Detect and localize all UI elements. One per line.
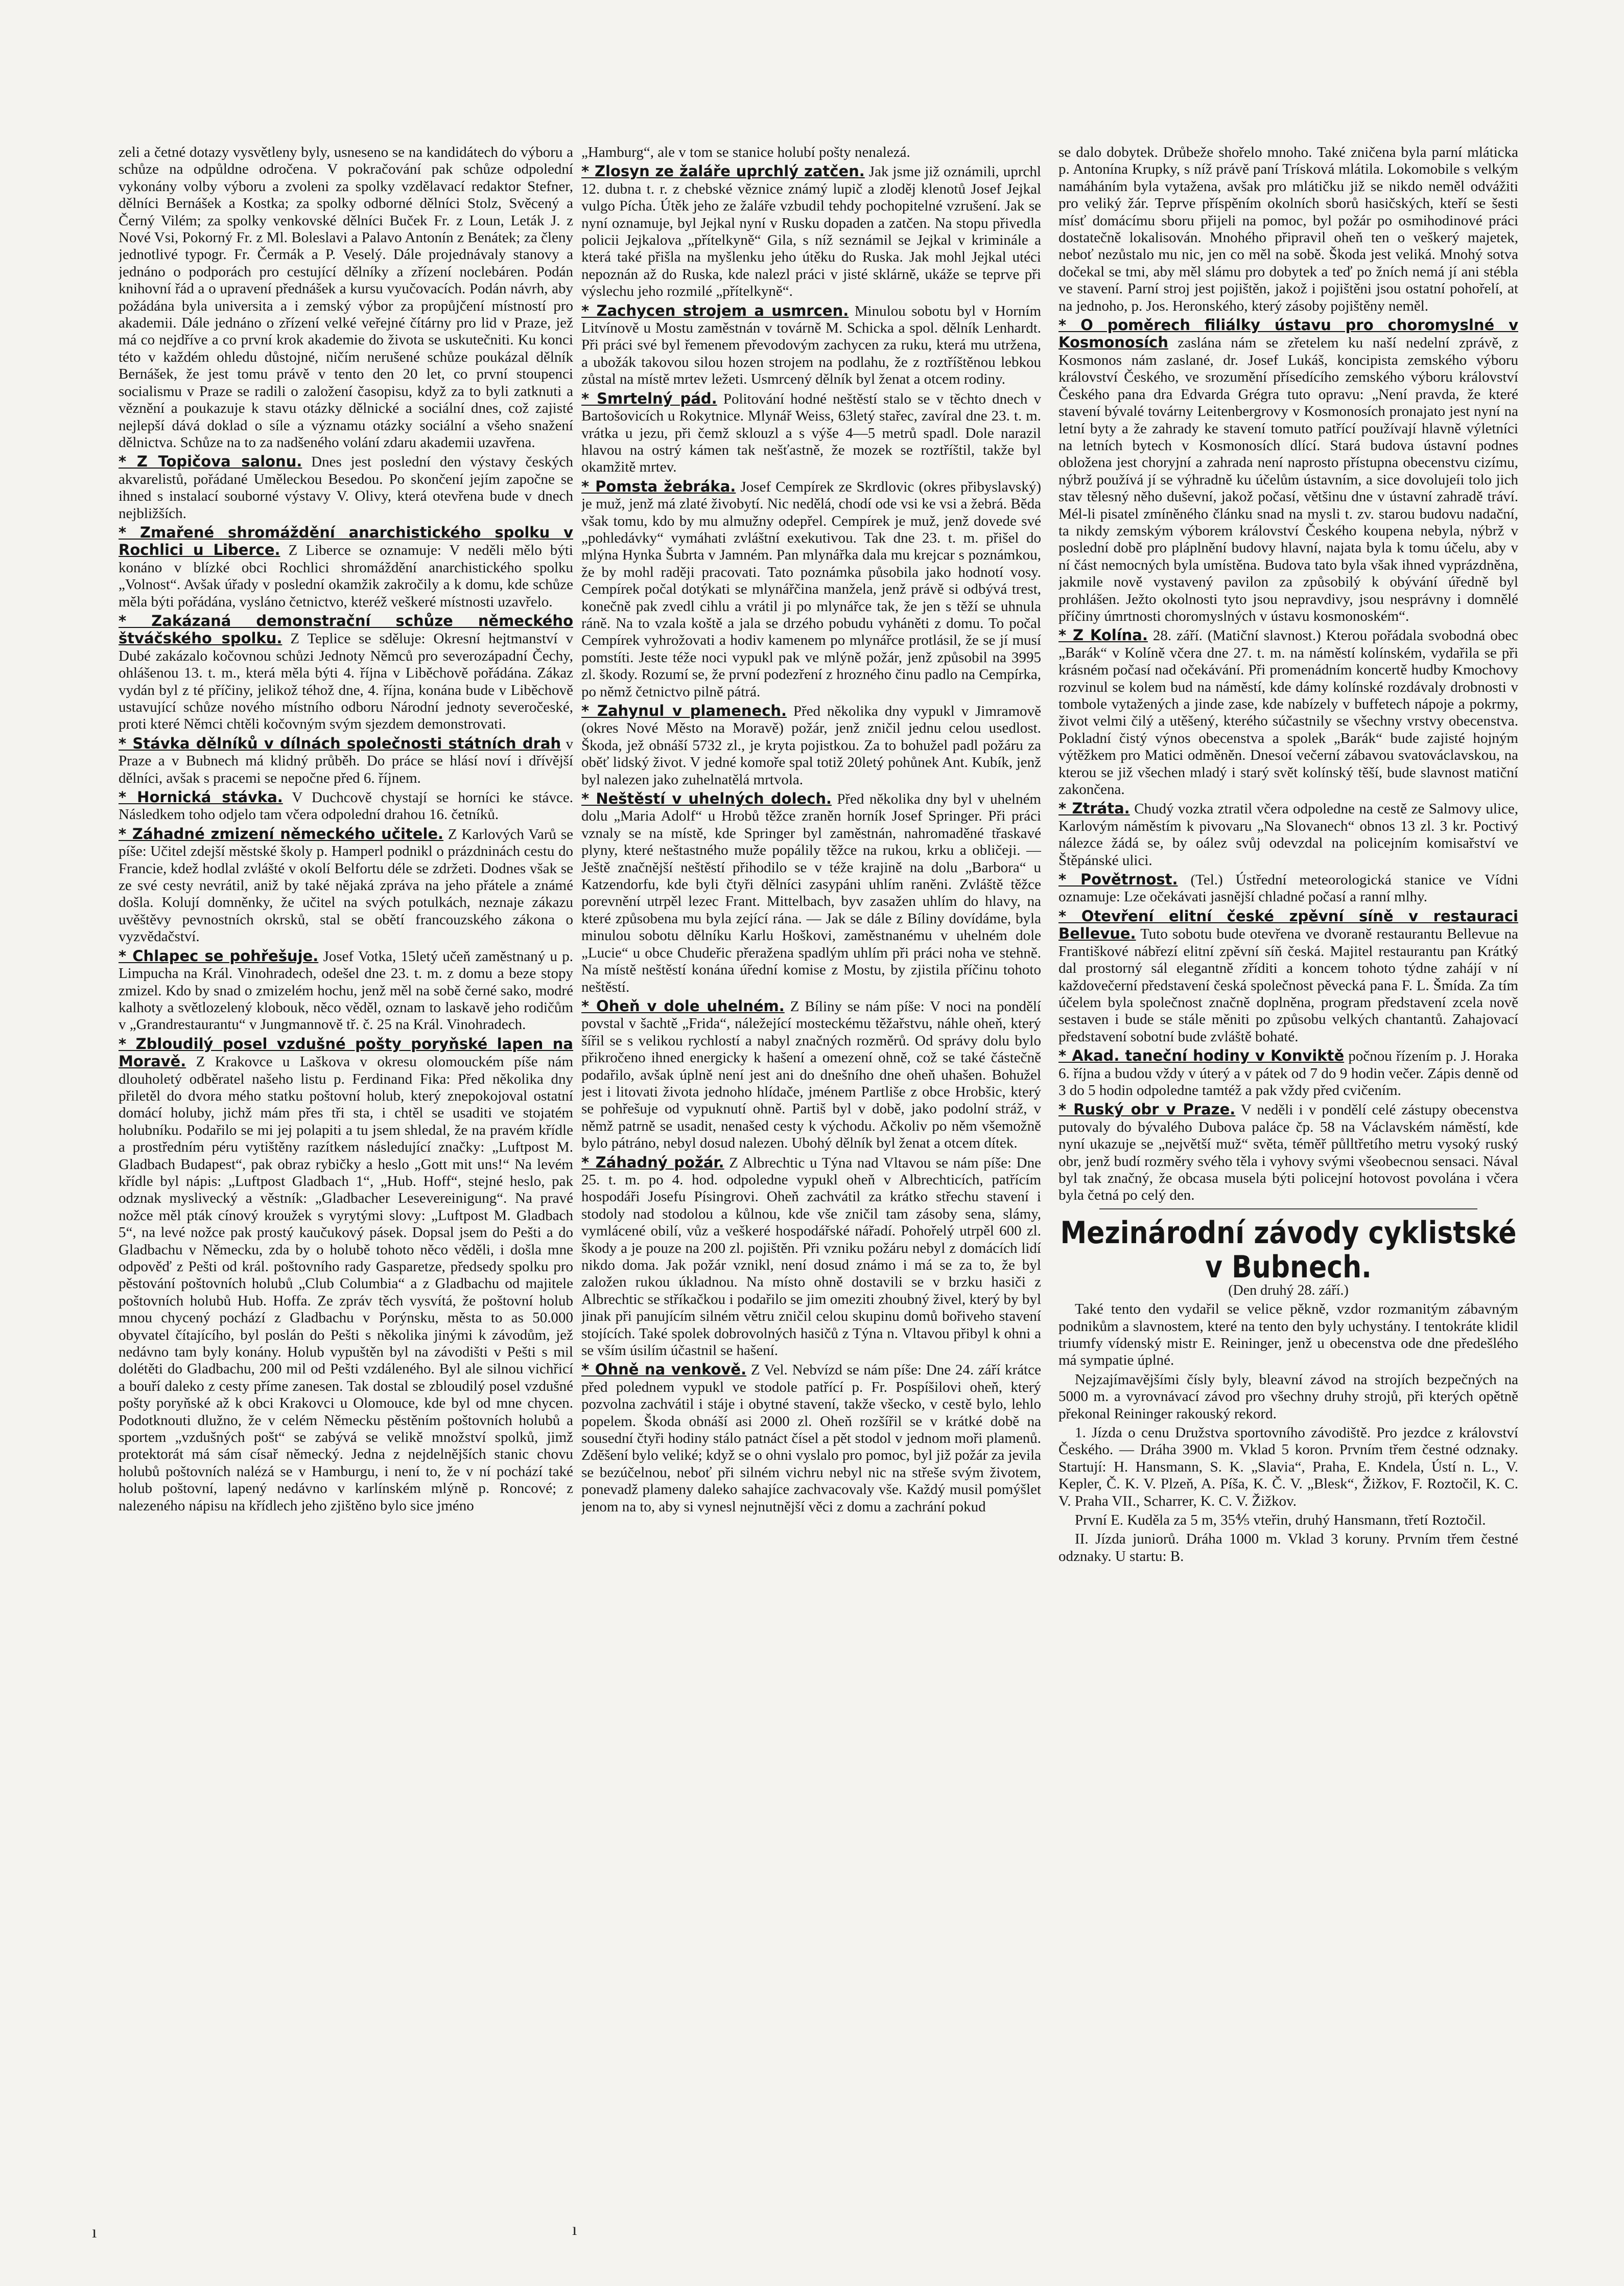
section-divider (1099, 1208, 1477, 1209)
article-continued-text: „Hamburg“, ale v tom se stanice holubí pošty nenalezá. (581, 144, 910, 160)
section-title: Mezinárodní závody cyklistské v Bubnech. (1060, 1215, 1517, 1285)
article-heading: * Ruský obr v Praze. (1058, 1101, 1236, 1118)
article-continued-text: zeli a četné dotazy vysvětleny byly, usneseno se na kandidátech do výboru a schůze na odpůldne odročena. V pokračování pak schůze odpolední vykonány volby výboru a zvoleni za spolky vzdělavací redaktor Stefner, dělníci Bernášek a Kostka; za spolky odborné dělníci Stolz, Svěcený a Černý Vilém; za spolky venkovské dělníci Buček Fr. z Loun, Leták J. z Nové Vsi, Pokorný Fr. z Ml. Boleslavi a Palavo Antonín z Benátek; za členy jednotlivé typogr. Fr. Čermák a P. Veselý. Dále projednávaly stanovy a jednáno o podporách pro cestující dělníky a zřízení noclebáren. Podán knihovní řád a o upravení přednášek a kursu vyučovacích. Podán návrh, aby požádána byla universita a i zemský výbor za propůjčení místností pro akademii. Dále jednáno o zřízení velké veřejné čítárny pro lid v Praze, jež má co nejdříve a co první krok akademie do života se uskutečniti. Ku konci této v každém ohledu důstojné, ničím nerušené schůze poukázal dělník Bernášek, že jest tomu právě v tento den 20 let, co první stoupenci socialismu v Praze se radili o založení časopisu, když za to byli zatknuti a věznění a poukazuje k stavu otázky dělnické a sociální dnes, což zajisté nejlepší dává doklad o síle a významu otázky sociální a všeho snažení dělnictva. Schůze na to za nadšeného volání zdaru akademii uzavřena. (119, 144, 573, 451)
article-heading: * Smrtelný pád. (581, 389, 717, 407)
article-body: Minulou sobotu byl v Horním Litvínově u Mostu zaměstnán v továrně M. Schicka a spol. dělník Lenhardt. Při práci své byl řemenem převodovým zachycen za ruku, která mu utržena, a ubožák takovou silou hozen strojem na podlahu, že z roztříštěnou lebkou zůstal na místě mrtev ležeti. Usmrcený dělník byl ženat a otcem rodiny. (581, 302, 1041, 388)
article-heading: * Otevření elitní české zpěvní síně v restauraci Bellevue. (1058, 907, 1518, 943)
article-heading: * Záhadný požár. (581, 1153, 724, 1171)
article-body: Politování hodné neštěstí stalo se v těchto dnech v Bartošovicích u Rokytnice. Mlynář Weiss, 63letý stařec, zavíral dne 23. t. m. vrátka u jezu, při čemž sklouzl a s výše 4—5 metrů spadl. Dole narazil hlavou na ostrý kámen tak nešťastně, že mozek se roztříštil, takže byl okamžitě mrtev. (581, 390, 1041, 476)
section-subtitle: (Den druhý 28. září.) (1228, 1282, 1349, 1298)
article-heading: * Stávka dělníků v dílnách společnosti státních drah (119, 734, 561, 752)
article-heading: * Zlosyn ze žaláře uprchlý zatčen. (581, 162, 865, 180)
article-heading: * Zmařené shromáždění anarchistického spolku v Rochlici u Liberce. (119, 523, 573, 559)
article-body: zaslána nám se zřetelem ku naší nedelní zprávě, z Kosmonos nám zaslané, dr. Josef Lukáš, koncipista zemského výboru království Českého, ve srozumění přísedícího zemského výboru království Českého pana dra Edvarda Grégra tuto opravu: „Není pravda, že které stavení bývalé továrny Leitenbergrovy v Kosmonosích pronajato jest nyní na letní byty a že zahrady ke stavení tomuto patřící používají hlavně výletníci na letních bytech v Kosmonosích dlící. Stará budova ústavní podnes obložena jest choryjní a zahrada není naprosto přístupna obecenstvu cizímu, nýbrž používá jí se výhradně ku účelům ústavním, a sice dovolujeíi tolo jich stav tělesný něho duševní, jakož počasí, většinu dne v ústavní zahradě tráví. Mél-li pisatel zmíněného článku snad na mysli t. zv. starou budovu nadační, ta nikdy zemským výborem království Českého koupena nebyla, nýbrž v poslední době pro pláplnění budovy hlavní, najata byla k tomu účelu, aby v ní část nemocných byla umístěna. Budova tato byla však ihned vyprázdněna, jakmile nově vystavený pavilon za způsobilý k obývání úředně byl prohlášen. Ježto okolnosti tyto jsou nepravdivy, jsou nesprávny i domnělé příčiny úmrtnosti choromyslných v ústavu kosmonoském“. (1058, 335, 1518, 624)
article-heading: * Pomsta žebráka. (581, 477, 736, 495)
article-body: Tuto sobotu bude otevřena ve dvoraně restaurantu Bellevue na Františkové nábřezí elitní zpěvní síň česká. Majitel restaurantu pan Krátký dal prostorný sál elegantně zříditi a koncem tohoto týdne zahájí v ní každovečerní představení česká společnost pěvecká pana F. L. Šmída. Za tím účelem byla společnost značně doplněna, program představení zcela nově sestaven i bude se stále měniti po způsobu velkých chantantů. Zahajovací představení sobotní bude zvláště bohaté. (1058, 926, 1518, 1045)
article-heading: * Zahynul v plamenech. (581, 702, 787, 719)
article-body: Z Teplice se sděluje: Okresní hejtmanství v Dubé zakázalo kočovnou schůzi Jednoty Němců pro severozápadní Čechy, ohlášenou 13. t. m., která měla býti 4. října v Liběchově pořádána. Zákaz vydán byl z té příčiny, jelikož téhož dne, 4. října, konána bude v Liběchově ustavující schůze nového místního odboru Národní jednoty severočeské, proti které Němci chtěli kočovným svým sjezdem demonstrovati. (119, 631, 573, 733)
article-heading: * Zakázaná demonstrační schůze německého štváčského spolku. (119, 612, 573, 647)
article-continued-text: se dalo dobytek. Drůbeže shořelo mnoho. Také zničena byla parní mláticka p. Antonína Krupky, s níž právě paní Trísková mlátila. Lokomobile s velkým namáháním byla vytažena, avšak pro mlátičku již se nikdo neměl odvážiti pro veliký žár. Teprve příspěním okolních sborů hasičských, kteří se šesti mísť domácímu sboru přijeli na pomoc, byl požár po osmihodinové práci dostatečně lokalisován. Mnohého připravil oheň ten o veškerý majetek, neboť nezůstalo mu nic, jen co měl na sobě. Škoda jest veliká. Mnohý sotva dočekal se tmi, aby měl slámu pro dobytek a teď po žních nemá jí ani stébla ve stavení. Parní stroj jest pojištěn, jakož i pojištěni jsou ostatní pohořelí, at na jednoho, p. Jos. Heronského, který zásoby pojištěny neměl. (1058, 144, 1518, 314)
article-heading: * O poměrech filiálky ústavu pro choromyslné v Kosmonosích (1058, 316, 1518, 352)
column-right (1058, 144, 1518, 2239)
article-body: Dnes jest poslední den výstavy českých akvarelistů, pořádané Uměleckou Besedou. Po skončení jejím započne se ihned s instalací souborné výstavy V. Olivy, která otevřena bude v dnech nejbližších. (119, 454, 573, 522)
article-body: V neděli i v pondělí celé zástupy obecenstva putovaly do bývalého Dubova paláce čp. 58 na Václavském náměstí, kde nyní ukazuje se „největší muž“ světa, téměř půlltřetího metru vysoký ruský obr, jenž budí rozměry svého těla i vyhovy svými všeobecnou sensaci. Nával byl tak značný, že obcasa musela býti policejní hotovost povolána i včera byla četná po celý den. (1058, 1102, 1518, 1204)
article-body: Z Albrechtic u Týna nad Vltavou se nám píše: Dne 25. t. m. po 4. hod. odpoledne vypukl oheň v Albrechticích, patřícím hospodáři Josefu Písingrovi. Oheň zachvátil za krátko střechu stavení i stodoly nad stodolou a kůlnou, kde vše zničil tam zásoby sena, slámy, vymlácené obilí, vůz a veškeré hospodářské nářadí. Pohořelý utrpěl 600 zl. škody a je pouze na 200 zl. pojištěn. Při vzniku požáru nebyl z domácích lidí nikdo doma. Jak požár vznikl, není dosud známo i má se za to, že byl založen rukou úkladnou. Na místo ohně dostavili se v brzku hasiči z Albrechtic se stříkačkou i podařilo se jim omeziti zhoubný živel, který by byl jinak při panujícím silném větru zničil celou skupinu domů bořiveho stavení stojících. Také spolek dobrovolných hasičů z Týna n. Vltavou přibyl k ohni a se vším úsilím účastnil se hašení. (581, 1154, 1041, 1359)
article-heading: * Akad. taneční hodiny v Konviktě (1058, 1047, 1345, 1065)
article-body: Chudý vozka ztratil včera odpoledne na cestě ze Salmovy ulice, Karlovým náměstím k pivovaru „Na Slovanech“ obnos 13 zl. 3 kr. Poctivý nálezce žádá se, by oález svůj odevzdal na policejním komisařství ve Štěpánské ulici. (1058, 801, 1518, 869)
article-body: počnou řízením p. J. Horaka 6. října a budou vždy v úterý a v pátek od 7 do 9 hodin večer. Zápis denně od 3 do 5 hodin odpoledne tamtéž a pak vždy před cvičením. (1058, 1048, 1518, 1099)
article-heading: * Hornická stávka. (119, 788, 283, 806)
article-heading: * Zbloudilý posel vzdušné pošty poryňské lapen na Moravě. (119, 1035, 573, 1070)
article-body: Před několika dny vypukl v Jimramově (okres Nové Město na Moravě) požár, jenž zničil jednu celou usedlost. Škoda, jež obnáší 5732 zl., je kryta pojistkou. Za to bohužel padl požáru za oběť lidský život. V jedné komoře spal totiž 20letý pohůnek Ant. Kubík, jenž byl nalezen jako zuhelnatělá mrtvola. (581, 703, 1041, 788)
article-heading: * Povětrnost. (1058, 871, 1178, 889)
race-paragraph: Nejzajímavějšími čísly byly, bleavní závod na strojích bezpečných na 5000 m. a vyrovnávací závod pro všechny druhy strojů, při kterých opětně překonal Reininger rakouský rekord. (1058, 1371, 1518, 1422)
article-body: (Tel.) Ústřední meteorologická stanice ve Vídni oznamuje: Lze očekávati jasnější chladné počasí a ranní mlhy. (1058, 872, 1518, 905)
scan-mark: ı (92, 2223, 97, 2242)
column-left (119, 144, 573, 2239)
article-heading: * Neštěstí v uhelných dolech. (581, 790, 832, 808)
article-heading: * Z Kolína. (1058, 626, 1148, 644)
column-middle (581, 144, 1041, 2239)
article-heading: * Chlapec se pohřešuje. (119, 947, 319, 965)
race-paragraph: II. Jízda juniorů. Dráha 1000 m. Vklad 3 koruny. Prvním třem čestné odznaky. U startu: B. (1058, 1531, 1518, 1565)
race-paragraph: První E. Kuděla za 5 m, 35⅘ vteřin, druhý Hansmann, třetí Roztočil. (1075, 1512, 1486, 1529)
race-paragraph: 1. Jízda o cenu Družstva sportovního závodiště. Pro jezdce z království Českého. — Dráha 3900 m. Vklad 5 koron. Prvním třem čestné odznaky. Startují: H. Hansmann, S. K. „Slavia“, Praha, E. Kndela, Ústí n. L., V. Kepler, Č. K. V. Plzeň, A. Píša, K. Č. V. „Blesk“, Žižkov, F. Roztočil, K. C. V. Praha VII., Scharrer, K. C. V. Žižkov. (1058, 1425, 1518, 1509)
article-body: V Duchcově chystají se horníci ke stávce. Následkem toho odjelo tam včera odpolední drahou 16. četníků. (119, 789, 573, 823)
race-paragraph: Také tento den vydařil se velice pěkně, vzdor rozmanitým zábavným podnikům a slavnostem, které na tento den byly uchystány. I tentokráte klidil triumfy vídenský mistr E. Reininger, jenž u obecenstva ode dne předešlého má sympatie úplné. (1058, 1301, 1518, 1369)
scan-mark: ı (572, 2220, 577, 2239)
article-heading: * Z Topičova salonu. (119, 453, 302, 471)
article-body: 28. září. (Matiční slavnost.) Kterou pořádala svobodná obec „Barák“ v Kolíně včera dne 27. t. m. na náměstí kolínském, vydařila se při krásném počasí nad očekávání. Při promenádním koncertě hudby Kmochovy rozvinul se kolem bud na náměstí, kde dámy kolínské rozdávaly drobnosti v tombole vytažených a jinde zase, kde nabízely v buffetech nápoje a pokrmy, život velmi čilý a utěšený, kterého súčastnily se všechny vrstvy obecenstva. Pokladní čistý výnos obecenstva a spolek „Barák“ bude zajisté hojným výtěžkem pro Matici odměněn. Dnesoí večerní zábavou svatováclavskou, na kterou se již všechen mladý i starý svět kolínský těší, bude slavnost matiční zakončena. (1058, 627, 1518, 798)
article-heading: * Ztráta. (1058, 800, 1130, 818)
article-body: v Praze a v Bubnech má klidný průběh. Do práce se hlásí noví i dřívější dělníci, avšak s pracemi se nepočne před 6. říjnem. (119, 735, 573, 786)
article-body: Z Bíliny se nám píše: V noci na pondělí povstal v šachtě „Frida“, náležející mosteckému těžařstvu, náhle oheň, který šířil se s velikou rychlostí a nabyl značných rozměrů. Od správy dolu bylo přikročeno ihned energicky k hašení a omezení ohně, což se také částečně podařilo, avšak úplně není jest ani do dnešního dne oheň uhašen. Bohužel jest i litovati života jednoho hlídače, jménem Partliše z obce Hrobšic, který se pohřešuje od vypuknutí ohně. Partiš byl v době, jako podolní stráž, v němž patrně se usadit, nenašed cesty k východu. Ačkoliv po něm všemožně bylo pátráno, nebyl dosud nalezen. Ubohý dělník byl ženat a otcem dítek. (581, 998, 1041, 1152)
article-body: Z Vel. Nebvízd se nám píše: Dne 24. září krátce před polednem vypukl ve stodole patřící p. Fr. Pospíšilovi oheň, který pozvolna zachvátil i stáje i obytné stavení, takže všecko, v cestě bylo, lehlo popelem. Škoda obnáší asi 2000 zl. Oheň rozšířil se v krátké době na sousední čtyři hodiny stálo patnáct čísel a pět stodol v jednom moři plamenů. Zděšení bylo veliké; když se o ohni vyslalo pro pomoc, byl již požár za jevila se bezúčelnou, neboť při silném vichru nebyl nic na střeše svým životem, ponevadž plameny daleko sahajíce zachvacovaly vše. Každý musil pomýšlet jenom na to, aby si vynesl nejnutnější věci z domu a zachrání pokud (581, 1362, 1041, 1515)
article-body: Josef Cempírek ze Skrdlovic (okres přibyslavský) je muž, jenž má zlaté živobytí. Nic nedělá, chodí ode vsi ke vsi a žebrá. Běda však tomu, kdo by mu almužny odepřel. Cempírek je muž, jenž dovede své „pohledávky“ vymáhati zvláštní exekutivou. Tak dne 23. t. m. přišel do mlýna Hynka Šubrta v Jamném. Pan mlynářka dala mu krejcar s poznámkou, že by mohl raději pracovati. Tato poznámka působila jako hodnotí vosy. Cempírek počal dotýkati se mlynářčina manžela, jenž právě si odbývá trest, konečně pak zvedl cihlu a vrátil ji po mlynářce tak, že jen s těží se uhnula ráně. Na to vzala koště a jala se drzého pobudu vyháněti z domu. To počal Cempírek vyhrožovati a hodiv kamenem po mlynářce protlásil, že se jí musí pomstíti. Jeste téže noci vypukl pak ve mlýně požár, jenž způsobil na 3995 zl. škody. Rozumí se, že první podezření z hrozného činu padlo na Cempírka, po němž četnictvo pilně pátrá. (581, 478, 1041, 700)
article-body: Jak jsme již oznámili, uprchl 12. dubna t. r. z chebské věznice známý lupič a zloděj klenotů Josef Jejkal vulgo Pícha. Útěk jeho ze žaláře vzbudil tehdy pochopitelné vzrušení. Jak se nyní oznamuje, byl Jejkal nyní v Rusku dopaden a zatčen. Na stopu přivedla policii Jejkalova „přítelkyně“ Gila, s níž seznámil se Jejkal v kriminále a která také přišla na myšlenku jeho útěku do Ruska. Jak mohl Jejkal utéci nepoznán až do Ruska, kde nalezl práci v jisté sklárně, ukáže se teprve při výslechu jeho rozmilé „přítelkyně“. (581, 164, 1041, 300)
article-heading: * Zachycen strojem a usmrcen. (581, 301, 849, 319)
article-heading: * Záhadné zmizení německého učitele. (119, 825, 444, 843)
article-heading: * Ohně na venkově. (581, 1361, 747, 1379)
article-body: Josef Votka, 15letý učeň zaměstnaný u p. Limpucha na Král. Vinohradech, odešel dne 23. t. m. z domu a beze stopy zmizel. Kdo by snad o zmizelém hochu, jenž měl na sobě černé sako, modré kalhoty a světlozelený klobouk, něco věděl, oznam to laskavě jeho rodičům v „Grandrestaurantu“ v Jungmannově tř. č. 25 na Král. Vinohradech. (119, 948, 573, 1033)
article-heading: * Oheň v dole uhelném. (581, 997, 785, 1015)
article-body: Z Krakovce u Laškova v okresu olomouckém píše nám dlouholetý odběratel našeho listu p. Ferdinand Fika: Před několika dny přiletěl do dvora mého statku poštovní holub, který znepokojoval ostatní domácí holuby, jichž mám přes tři sta, i chtěl se usaditi ve stojatém holubníku. Podařilo se mi jej polapiti a tu jsem shledal, že na pravém křídle a prostředním péru vytištěny razítkem následující značky: „Luftpost M. Gladbach Budapest“, pak obraz rybičky a heslo „Gott mit uns!“ Na levém křídle byl nápis: „Luftpost Gladbach 1“, „Hub. Hoff“, stejné heslo, pak odznak myslivecký a věstník: „Gladbacher Lesevereinigung“. Na pravé nožce měl pták cínový kroužek s vyrytými slovy: „Luftpost M. Gladbach 5“, na levé nožce pak prostý kaučukový pásek. Dopsal jsem do Pešti a do Gladbachu v Německu, zda by o holubě tohoto něco věděli, i došla mne odpověď z Pešti od král. poštovního rady Gasparetze, předsedy spolku pro pěstování poštovních holubů „Club Columbia“ a z Gladbachu od majitele poštovních holubů Hub. Hoffa. Ze zpráv těch vysvítá, že poštovní holub mnou chycený pochází z Gladbachu v Porýnsku, města to as 50.000 obyvatel čítajícího, byl poslán do Pešti s několika jinými k závodům, jež nedávno tam byly konány. Holub vypuštěn byl na závodišti v Pešti s mil dolétěti do Gladbachu, 200 mil od Pešti vzdáleného. Byl ale silnou vichřicí a bouří daleko z cesty příme zanesen. Tak dostal se zbloudilý posel vzdušné pošty poryňské až k obci Krakovci u Olomouce, kde byl od mne chycen. Podotknouti dlužno, že v celém Německu pěstěním poštovních holubů a sportem „vzdušných pošt“ se zabývá se velikě množství spolků, jimž protektorát má sám císař německý. Jedna z nejdelnějších stanic chovu holubů poštovních nalézá se v Hamburgu, i není to, že v ní pochází také holub poštovní, lapený nedávno v karlínském mlýně p. Roncové; z nalezeného nápisu na křídlech jeho zjištěno bylo sice jméno (119, 1054, 573, 1514)
article-body: Před několika dny byl v uhelném dolu „Maria Adolf“ u Hrobů těžce zraněn horník Josef Springer. Při práci vznaly se na místě, kde Springer byl zaměstnán, nahromaděné třaskavé plyny, které neštastného muže popálily těžce na rukou, krku a obličeji. — Ještě značnější neštěstí přihodilo se v téže krajině na dolu „Barbora“ u Katzendorfu, kde byli čtyři dělníci zasypáni uhlím raněni. Zvláště těžce porevnění utrpěl lezec Frant. Mittelbach, byv zasažen uhlím do hlavy, na které způsobena mu byla zející rána. — Jak se dále z Bíliny dovídáme, byla minulou sobotu dělníku Karlu Hoškovi, zaměstnanému v uhelném dole „Lucie“ u obce Chudeřic přeražena spadlým uhlím při práci noha ve stehně. Na místě neštěstí konána úřední komise z Mostu, by zjistila příčinu tohoto neštěstí. (581, 791, 1041, 995)
article-body: Z Karlových Varů se píše: Učitel zdejší městské školy p. Hamperl podnikl o prázdninách cestu do Francie, kdež hodlal zvlášté v okolí Belfortu déle se zdržeti. Dodnes však se ze své cesty nevrátil, aniž by také nějaká zpráva na jeho přátele a známé došla. Kolují domněnky, že učitel na svých potulkách, neznaje zákazu uvěštěvy pevnostních okrsků, stal se obětí francouzského zákona o vyzvědačství. (119, 826, 573, 945)
article-body: Z Liberce se oznamuje: V neděli mělo býti konáno v blízké obci Rochlici shromáždění anarchistického spolku „Volnost“. Avšak úřady v poslední okamžik zakročily a k domu, kde schůze měla býti pořádána, vysláno četnictvo, kteréž veškeré místnosti uzavřelo. (119, 542, 573, 610)
